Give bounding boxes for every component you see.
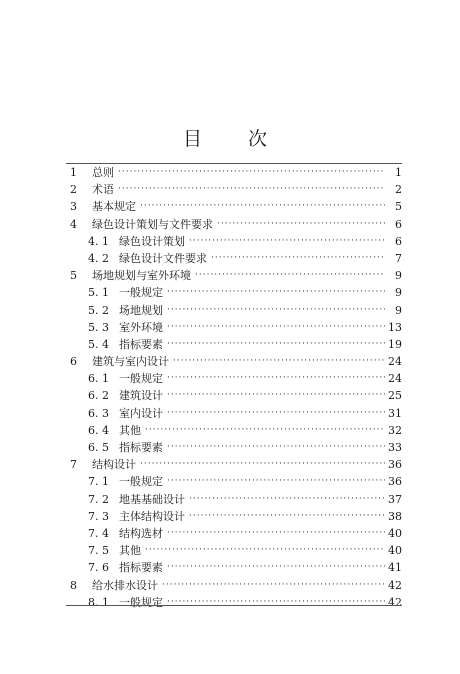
dot-leader bbox=[162, 577, 385, 594]
toc-entry[interactable] bbox=[66, 456, 402, 473]
toc-entry-page: 40 bbox=[388, 544, 402, 558]
toc-entry-page: 24 bbox=[388, 372, 402, 386]
toc-entry-number: 6. 3 bbox=[88, 406, 109, 420]
toc-entry[interactable] bbox=[66, 198, 402, 215]
dot-leader bbox=[195, 267, 385, 284]
toc-entry-page: 9 bbox=[395, 303, 402, 317]
toc-entry-number: 7. 1 bbox=[88, 475, 109, 489]
toc-entry-number: 1 bbox=[70, 166, 77, 179]
toc-entry-number: 7. 5 bbox=[88, 544, 109, 558]
table-of-contents bbox=[66, 164, 402, 611]
dot-leader bbox=[167, 439, 385, 456]
toc-entry[interactable] bbox=[66, 473, 402, 490]
toc-entry-label: 一般规定 bbox=[119, 372, 163, 386]
dot-leader bbox=[189, 233, 385, 250]
toc-entry-label: 总则 bbox=[92, 166, 114, 179]
toc-entry-page: 13 bbox=[388, 320, 402, 334]
dot-leader bbox=[167, 302, 385, 319]
toc-entry-number: 4. 1 bbox=[88, 234, 109, 248]
toc-entry-number: 6. 2 bbox=[88, 389, 109, 403]
toc-entry-label: 结构设计 bbox=[92, 458, 136, 472]
toc-entry-label: 室外环境 bbox=[119, 320, 163, 334]
toc-entry-page: 36 bbox=[388, 458, 402, 472]
toc-entry-label: 室内设计 bbox=[119, 406, 163, 420]
toc-entry-page: 33 bbox=[388, 441, 402, 454]
toc-entry-number: 7. 2 bbox=[88, 492, 109, 506]
dot-leader bbox=[145, 422, 385, 439]
dot-leader bbox=[189, 508, 385, 525]
toc-entry-page: 25 bbox=[388, 389, 402, 403]
dot-leader bbox=[173, 353, 385, 370]
toc-entry[interactable] bbox=[66, 250, 402, 267]
dot-leader bbox=[167, 559, 385, 576]
dot-leader bbox=[167, 284, 385, 301]
toc-entry-label: 绿色设计策划 bbox=[119, 234, 185, 248]
toc-entry[interactable] bbox=[66, 594, 402, 611]
toc-entry-label: 其他 bbox=[119, 544, 141, 558]
toc-entry-page: 42 bbox=[388, 595, 402, 609]
dot-leader bbox=[217, 216, 385, 233]
dot-leader bbox=[167, 473, 385, 490]
toc-entry-number: 5. 1 bbox=[88, 286, 109, 300]
toc-entry-number: 5. 3 bbox=[88, 320, 109, 334]
toc-entry-label: 建筑设计 bbox=[119, 389, 163, 403]
toc-entry-label: 场地规划 bbox=[119, 303, 163, 317]
toc-entry[interactable] bbox=[66, 181, 402, 198]
toc-entry-page: 19 bbox=[388, 337, 402, 351]
toc-entry[interactable] bbox=[66, 370, 402, 387]
toc-entry-label: 绿色设计策划与文件要求 bbox=[92, 217, 213, 231]
toc-entry-label: 给水排水设计 bbox=[92, 578, 158, 592]
toc-entry[interactable] bbox=[66, 508, 402, 525]
toc-entry-number: 6. 5 bbox=[88, 441, 109, 454]
toc-entry-page: 1 bbox=[395, 166, 402, 179]
toc-entry[interactable] bbox=[66, 216, 402, 233]
dot-leader bbox=[167, 319, 385, 336]
toc-entry[interactable] bbox=[66, 267, 402, 284]
toc-entry[interactable] bbox=[66, 336, 402, 353]
toc-entry-number: 7 bbox=[70, 458, 77, 472]
toc-entry-page: 32 bbox=[388, 423, 402, 437]
toc-entry[interactable] bbox=[66, 284, 402, 301]
toc-entry-label: 绿色设计文件要求 bbox=[119, 251, 207, 265]
dot-leader bbox=[118, 181, 385, 198]
toc-entry-page: 37 bbox=[388, 492, 402, 506]
toc-entry-label: 结构选材 bbox=[119, 526, 163, 540]
dot-leader bbox=[167, 405, 385, 422]
toc-entry-number: 5. 2 bbox=[88, 303, 109, 317]
dot-leader bbox=[167, 387, 385, 404]
dot-leader bbox=[189, 491, 385, 508]
toc-entry[interactable] bbox=[66, 491, 402, 508]
dot-leader bbox=[167, 594, 385, 611]
toc-entry-label: 基本规定 bbox=[92, 200, 136, 214]
toc-entry-page: 2 bbox=[395, 183, 402, 197]
toc-entry-number: 2 bbox=[70, 183, 77, 197]
toc-entry-page: 38 bbox=[388, 509, 402, 523]
toc-entry-number: 7. 4 bbox=[88, 526, 109, 540]
toc-entry[interactable] bbox=[66, 439, 402, 456]
toc-entry[interactable] bbox=[66, 319, 402, 336]
dot-leader bbox=[167, 336, 385, 353]
toc-entry-page: 40 bbox=[388, 526, 402, 540]
toc-entry-page: 42 bbox=[388, 578, 402, 592]
toc-entry-page: 6 bbox=[395, 234, 402, 248]
toc-entry[interactable] bbox=[66, 387, 402, 404]
dot-leader bbox=[167, 525, 385, 542]
toc-entry-page: 6 bbox=[395, 217, 402, 231]
toc-entry-page: 9 bbox=[395, 286, 402, 300]
toc-entry-number: 7. 6 bbox=[88, 561, 109, 575]
toc-entry-number: 6. 4 bbox=[88, 423, 109, 437]
toc-entry-label: 一般规定 bbox=[119, 475, 163, 489]
toc-entry-page: 36 bbox=[388, 475, 402, 489]
toc-entry-label: 指标要素 bbox=[119, 337, 163, 351]
toc-entry-label: 指标要素 bbox=[119, 441, 163, 454]
toc-entry[interactable] bbox=[66, 577, 402, 594]
toc-entry-label: 地基基础设计 bbox=[119, 492, 185, 506]
toc-entry-page: 24 bbox=[388, 355, 402, 369]
toc-entry-number: 4 bbox=[70, 217, 77, 231]
page-title: 目 次 bbox=[182, 128, 288, 150]
toc-entry[interactable] bbox=[66, 559, 402, 576]
toc-entry-number: 5 bbox=[70, 269, 77, 283]
toc-entry-number: 8 bbox=[70, 578, 77, 592]
toc-entry-label: 其他 bbox=[119, 423, 141, 437]
toc-entry-label: 一般规定 bbox=[119, 595, 163, 609]
toc-entry[interactable] bbox=[66, 164, 402, 181]
dot-leader bbox=[118, 164, 385, 181]
dot-leader bbox=[167, 370, 385, 387]
toc-entry[interactable] bbox=[66, 405, 402, 422]
toc-entry-number: 5. 4 bbox=[88, 337, 109, 351]
toc-entry-page: 41 bbox=[388, 561, 402, 575]
toc-entry-number: 7. 3 bbox=[88, 509, 109, 523]
toc-entry-page: 7 bbox=[395, 251, 402, 265]
toc-entry-number: 3 bbox=[70, 200, 77, 214]
toc-entry-label: 场地规划与室外环境 bbox=[92, 269, 191, 283]
toc-entry[interactable] bbox=[66, 422, 402, 439]
dot-leader bbox=[140, 198, 385, 215]
dot-leader bbox=[145, 542, 385, 559]
toc-entry-number: 6. 1 bbox=[88, 372, 109, 386]
toc-entry[interactable] bbox=[66, 542, 402, 559]
bottom-divider bbox=[66, 605, 402, 606]
toc-entry-page: 31 bbox=[388, 406, 402, 420]
dot-leader bbox=[140, 456, 385, 473]
toc-entry-label: 一般规定 bbox=[119, 286, 163, 300]
toc-entry[interactable] bbox=[66, 353, 402, 370]
dot-leader bbox=[211, 250, 385, 267]
toc-entry-label: 建筑与室内设计 bbox=[92, 355, 169, 369]
toc-entry-label: 术语 bbox=[92, 183, 114, 197]
toc-entry-label: 指标要素 bbox=[119, 561, 163, 575]
toc-entry-page: 5 bbox=[395, 200, 402, 214]
toc-entry[interactable] bbox=[66, 525, 402, 542]
toc-entry-page: 9 bbox=[395, 269, 402, 283]
toc-entry[interactable] bbox=[66, 233, 402, 250]
toc-entry-number: 6 bbox=[70, 355, 77, 369]
toc-entry-label: 主体结构设计 bbox=[119, 509, 185, 523]
toc-entry-number: 8. 1 bbox=[88, 595, 109, 609]
toc-entry-number: 4. 2 bbox=[88, 251, 109, 265]
toc-entry[interactable] bbox=[66, 302, 402, 319]
